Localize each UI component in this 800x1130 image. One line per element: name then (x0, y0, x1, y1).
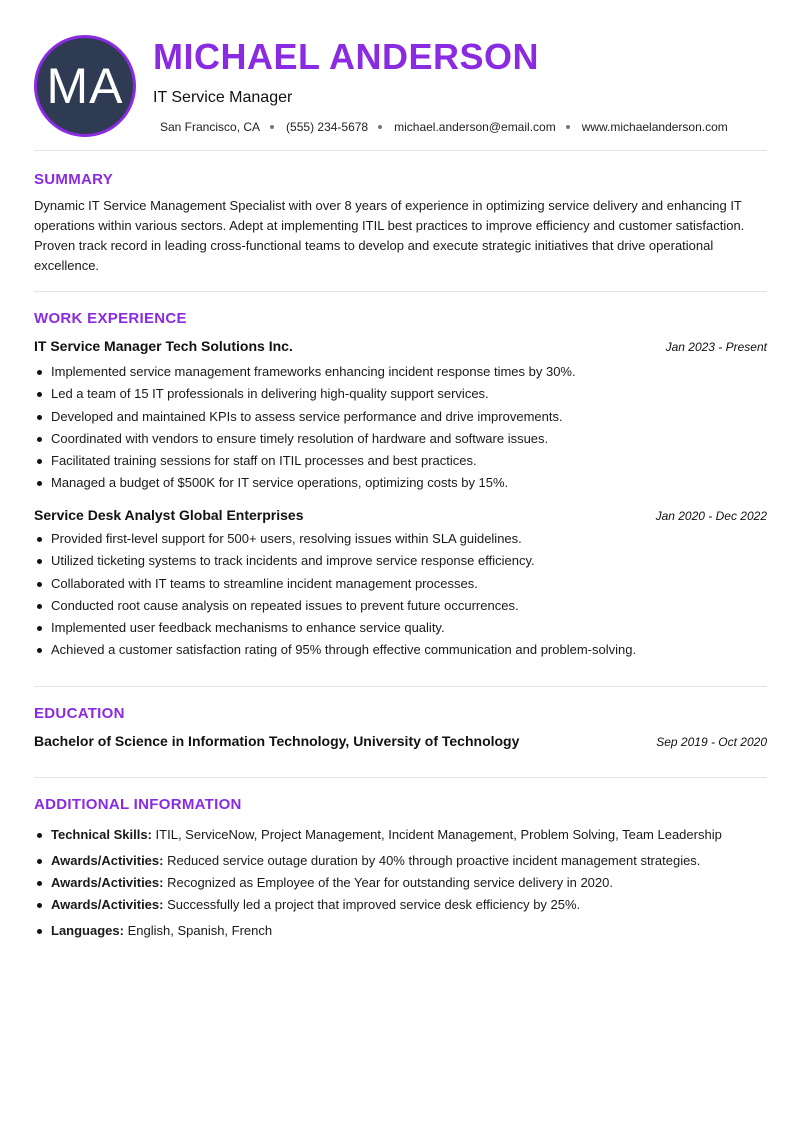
separator-dot (378, 125, 382, 129)
list-item: Implemented service management frameworks enhancing incident response times by 30%. (34, 361, 767, 383)
additional-heading: ADDITIONAL INFORMATION (34, 796, 242, 813)
separator-dot (566, 125, 570, 129)
list-item (34, 872, 767, 894)
item-text: Reduced service outage duration by 40% through proactive incident management strategies. (167, 853, 701, 868)
divider (34, 686, 767, 687)
job-header (34, 507, 767, 523)
avatar-initials: MA (46, 58, 124, 114)
list-item: Led a team of 15 IT professionals in delivering high-quality support services. (34, 383, 767, 405)
education-degree: Bachelor of Science in Information Technology, University of Technology (34, 733, 520, 749)
contact-location: San Francisco, CA (160, 120, 261, 134)
separator-dot (270, 125, 274, 129)
job-bullet-list (34, 361, 767, 495)
list-item: Provided first-level support for 500+ users, resolving issues within SLA guidelines. (34, 528, 767, 550)
summary-text: Dynamic IT Service Management Specialist with over 8 years of experience in optimizing service delivery and enhancing IT operations within various sectors. Adept at implementing ITIL best practices to improve efficiency and customer satisfaction. Proven track record in leading cross-functional teams to develop and execute strategic initiatives that drive operational excellence. (34, 198, 745, 273)
additional-info-list (34, 820, 767, 942)
list-item: Implemented user feedback mechanisms to enhance service quality. (34, 617, 767, 639)
list-item (34, 894, 767, 916)
list-item: Conducted root cause analysis on repeated issues to prevent future occurrences. (34, 595, 767, 617)
list-item: Collaborated with IT teams to streamline incident management processes. (34, 573, 767, 595)
list-item: Developed and maintained KPIs to assess service performance and drive improvements. (34, 406, 767, 428)
divider (34, 777, 767, 778)
item-text: Recognized as Employee of the Year for outstanding service delivery in 2020. (167, 875, 613, 890)
job-dates: Jan 2023 - Present (665, 340, 767, 354)
list-item: Achieved a customer satisfaction rating of 95% through effective communication and problem-solving. (34, 639, 767, 661)
list-item: Coordinated with vendors to ensure timely resolution of hardware and software issues. (34, 428, 767, 450)
item-text: English, Spanish, French (127, 923, 273, 938)
contact-email: michael.anderson@email.com (394, 120, 556, 134)
contact-phone: (555) 234-5678 (286, 120, 369, 134)
candidate-name: MICHAEL ANDERSON (153, 36, 540, 77)
list-item (34, 920, 767, 942)
divider (34, 150, 767, 151)
item-label: Awards/Activities: (51, 853, 164, 868)
contact-line (160, 120, 728, 134)
item-label: Technical Skills: (51, 827, 152, 842)
education-dates: Sep 2019 - Oct 2020 (656, 735, 767, 749)
job-role: IT Service Manager Tech Solutions Inc. (34, 338, 293, 354)
list-item (34, 850, 767, 872)
item-text: Successfully led a project that improved service desk efficiency by 25%. (167, 897, 581, 912)
item-label: Awards/Activities: (51, 897, 164, 912)
contact-website: www.michaelanderson.com (581, 120, 728, 134)
summary-heading: SUMMARY (34, 171, 114, 188)
job-role: Service Desk Analyst Global Enterprises (34, 507, 304, 523)
job-header (34, 338, 767, 354)
item-text: ITIL, ServiceNow, Project Management, Incident Management, Problem Solving, Team Leadership (155, 827, 722, 842)
list-item: Facilitated training sessions for staff on ITIL processes and best practices. (34, 450, 767, 472)
education-entry (34, 733, 767, 749)
divider (34, 291, 767, 292)
list-item: Utilized ticketing systems to track incidents and improve service response efficiency. (34, 550, 767, 572)
job-bullet-list (34, 528, 767, 662)
job-dates: Jan 2020 - Dec 2022 (655, 509, 767, 523)
candidate-title: IT Service Manager (153, 89, 293, 106)
list-item (34, 824, 767, 846)
list-item: Managed a budget of $500K for IT service operations, optimizing costs by 15%. (34, 472, 767, 494)
item-label: Awards/Activities: (51, 875, 164, 890)
experience-heading: WORK EXPERIENCE (34, 310, 187, 327)
item-label: Languages: (51, 923, 124, 938)
avatar (34, 35, 136, 137)
education-heading: EDUCATION (34, 705, 125, 722)
